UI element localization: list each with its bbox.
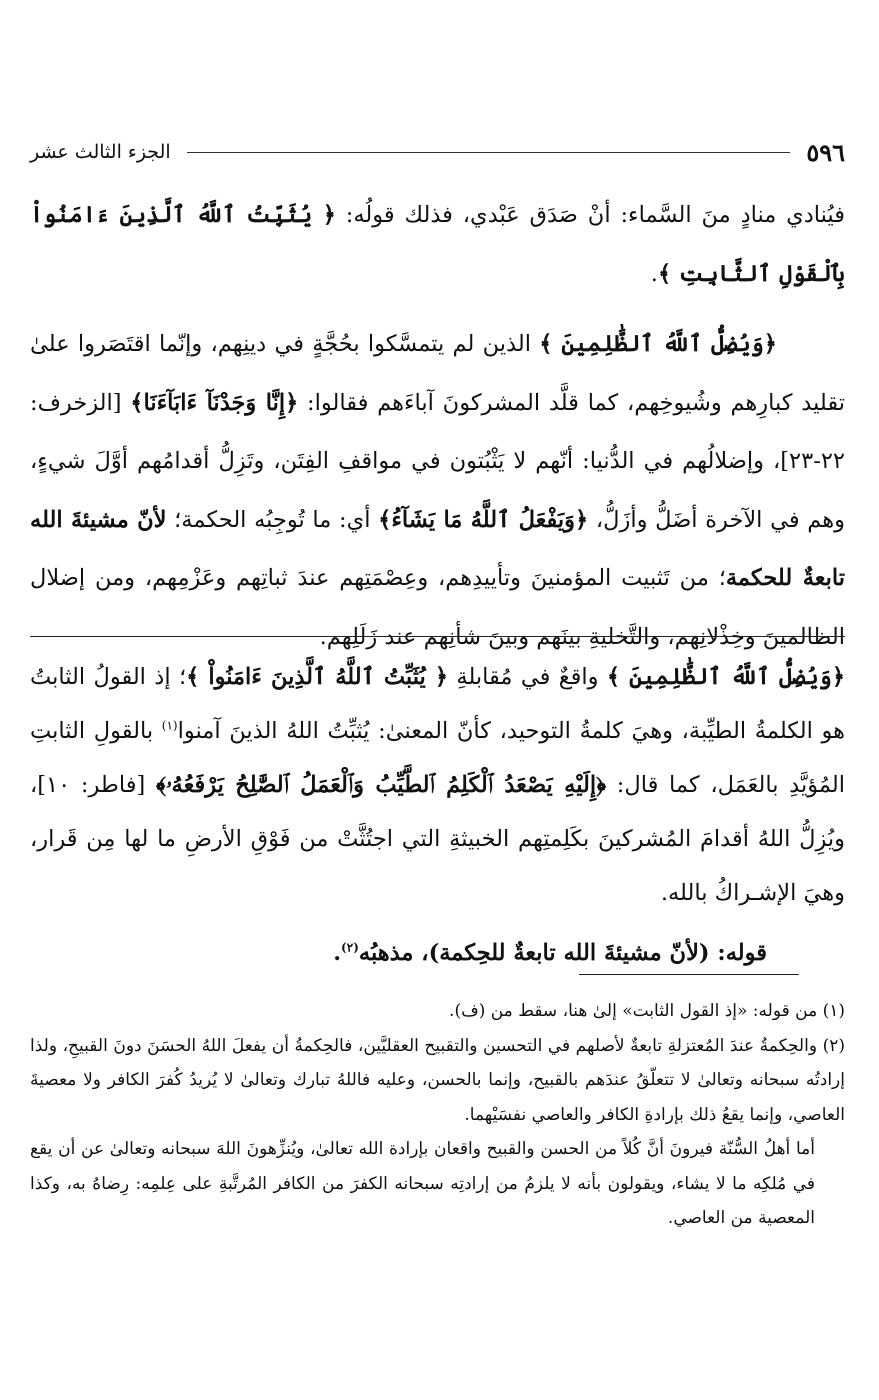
footnote-2-continued: أما أهلُ السُّنّة فيرونَ أنَّ كُلاً من الحسن والقبيح واقعان بإرادة الله تعالىٰ، ويُنزِّهونَ اللهَ سبحانه وتعالىٰ عن أن يقع في مُلكِه ما لا يشاء، ويقولون بأنه لا يلزمُ من إرادتِه سبحانه الكفرَ من الكافر المُرتَّبةِ على عِلمِه: رِضاهُ به، وكذا المعصية من العاصي. xyxy=(30,1139,815,1228)
quran-quote: ﴿إِلَيْهِ يَصْعَدُ ٱلْكَلِمُ ٱلطَّيِّبُ وَٱلْعَمَلُ ٱلصَّٰلِحُ يَرْفَعُهُۥ﴾ xyxy=(155,772,607,798)
quran-quote: ﴿إِنَّا وَجَدْنَآ ءَابَآءَنَا﴾ xyxy=(130,389,299,416)
text: فيُنادي منادٍ منَ السَّماء: أنْ صَدَق عَبْدي، فذلك قولُه: xyxy=(335,202,845,228)
footnote-ref[interactable]: (٢) xyxy=(341,940,359,955)
commentary-paragraph-2 xyxy=(30,926,845,980)
text: بالقولِ الثابتِ المُؤيَّدِ بالعَمَل، كما قال: xyxy=(30,718,845,798)
footnote-2: (٢) والحِكمةُ عندَ المُعتزلةِ تابعةٌ لأصلهم في التحسين والتقبيح العقليَّين، فالحِكمةُ أن يفعلَ اللهُ الحسَنَ دونَ القبيحِ، ولذا إرادتُه سبحانه وتعالىٰ لا تتعلّقُ عندَهم بالقبيح، وإنما بالحسن، وعليه فاللهُ تبارك وتعالىٰ لا يُريدُ كُفرَ الكافر ولا معصيةَ العاصي، وإنما يقعُ ذلك بإرادةِ الكافر والعاصي نفسَيْهما. xyxy=(30,1035,845,1125)
footnote-1: (١) من قوله: «إذ القول الثابت» إلىٰ هنا، سقط من (ف). xyxy=(449,1001,845,1021)
text: ، مذهبُه xyxy=(358,940,429,966)
main-paragraph-2 xyxy=(30,315,845,666)
footnotes xyxy=(30,994,845,1236)
commentary xyxy=(30,650,845,980)
commentary-paragraph-1 xyxy=(30,650,845,920)
page-header xyxy=(30,134,845,170)
text: واقعٌ في مُقابلةِ xyxy=(448,664,607,690)
text: [فاطر: ١٠]، ويُزِلُّ اللهُ أقدامَ المُشركينَ بكَلِمتِهم الخبيثةِ التي اجتُثَّتْ من فَوْقِ الأرضِ ما لها مِن قَرار، وهيَ الإشـراكُ بالله. xyxy=(30,772,845,906)
text: قوله: xyxy=(709,940,767,966)
text: ؛ من تَثبيت المؤمنينَ وتأييدِهم، وعِصْمَتِهم عندَ ثباتِهم وعَزْمِهم، ومن إضلال الظالمينَ وخِذْلانِهم، والتَّخليةِ بينَهم وبينَ شأنِهم عند زَلَلِهم. xyxy=(30,565,845,650)
main-paragraph-1 xyxy=(30,186,845,303)
quran-quote: ﴿وَيَفْعَلُ ٱللَّهُ مَا يَشَآءُ﴾ xyxy=(378,506,589,533)
quran-quote: ﴿وَيُضِلُّ ٱللَّهُ ٱلظَّٰلِمِينَ ﴾ xyxy=(606,664,846,690)
text: الذين لم يتمسَّكوا بحُجَّةٍ في دينِهم، وإنّما اقتَصَروا علىٰ تقليد كبارِهم وشُيوخِهم، كما قلَّد المشركونَ آباءَهم فقالوا: xyxy=(30,331,845,416)
text: . xyxy=(333,940,342,966)
text: أي: ما تُوجِبُه الحكمة؛ xyxy=(166,506,379,533)
bold-phrase: لأنّ مشيئةَ الله تابعةٌ للحكمة xyxy=(30,506,845,591)
text: ؛ إذ القولُ الثابتُ هو الكلمةُ الطيِّبة، وهيَ كلمةُ التوحيد، كأنّ المعنىٰ: يُثبِّتُ اللهُ الذينَ آمنوا xyxy=(30,664,845,744)
footnote-ref[interactable]: (١) xyxy=(161,718,178,733)
main-text xyxy=(30,186,845,678)
page-number: ٥٩٦ xyxy=(806,137,845,167)
footnote-rule xyxy=(579,974,799,975)
quran-quote: ﴿ يُثَبِّتُ ٱللَّهُ ٱلَّذِينَ ءَامَنُواْ بِٱلْقَوْلِ ٱلثَّابِتِ ﴾ xyxy=(30,202,845,287)
main-text-separator xyxy=(30,636,845,637)
running-title: الجزء الثالث عشر xyxy=(30,141,171,163)
quran-quote: ﴿ يُثَبِّتُ ٱللَّهُ ٱلَّذِينَ ءَامَنُواْ ﴾ xyxy=(186,664,449,690)
header-rule xyxy=(187,152,791,153)
bold-phrase: (لأنّ مشيئةَ الله تابعةٌ للحِكمة) xyxy=(428,940,710,966)
quran-quote: ﴿وَيُضِلُّ ٱللَّهُ ٱلظَّٰلِمِينَ ﴾ xyxy=(539,331,777,357)
text: . xyxy=(650,260,658,287)
text: [الزخرف: ٢٢-٢٣]، وإضلالُهم في الدُّنيا: أنّهم لا يَثْبُتون في مواقفِ الفِتَن، وتَزِلُّ أقدامُهم أوَّلَ شيءٍ، وهم في الآخرة أضَلُّ وأزَلُّ، xyxy=(30,389,845,533)
